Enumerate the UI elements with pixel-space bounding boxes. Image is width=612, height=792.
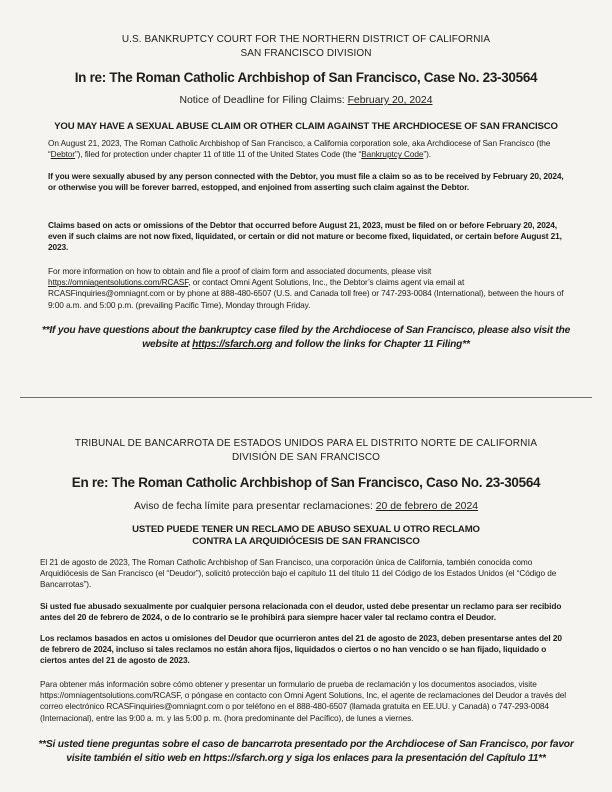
closing-text-b: and follow the links for Chapter 11 Filing** <box>272 338 470 350</box>
notice-heading: YOU MAY HAVE A SEXUAL ABUSE CLAIM OR OTHER CLAIM AGAINST THE ARCHDIOCESE OF SAN FRANCISCO <box>54 121 558 132</box>
sfarch-link[interactable]: https://sfarch.org <box>192 338 273 350</box>
omni-link[interactable]: https://omniagentsolutions.com/RCASF <box>48 277 189 288</box>
court-line-1: U.S. BANKRUPTCY COURT FOR THE NORTHERN DISTRICT OF CALIFORNIA <box>121 34 491 45</box>
paragraph-abuse-claim: If you were sexually abused by any person connected with the Debtor, you must file a claim so as to be received by February 20, 2024, or otherwise you will be forever barred, estopped, and enjoined from asserting such claim against the Debtor. <box>48 171 564 193</box>
paragraph-more-info <box>48 266 568 311</box>
p4-text-a: For more information on how to obtain and file a proof of claim form and associated documents, please visit <box>48 266 432 276</box>
heading-line-2-es: CONTRA LA ARQUIDIÓCESIS DE SAN FRANCISCO <box>192 536 420 547</box>
debtor-term: Debtor <box>50 149 75 160</box>
court-line-2-es: DIVISIÓN DE SAN FRANCISCO <box>231 452 381 463</box>
court-line-2: SAN FRANCISCO DIVISION <box>240 48 372 59</box>
section-divider <box>20 397 592 398</box>
p1-text-b: ”), filed for protection under chapter 11 of title 11 of the United States Code (the “ <box>74 149 362 160</box>
closing-statement <box>40 324 572 351</box>
closing-statement-es: **Si usted tiene preguntas sobre el caso de bancarrota presentado por the Archdiocese of San Francisco, por favor visite también el sitio web en https://sfarch.org y siga los enlaces para la presentación del Capítulo 11** <box>38 739 574 764</box>
paragraph-more-info-es: Para obtener más información sobre cómo obtener y presentar un formulario de prueba de reclamación y los documentos asociados, visite https://omniagentsolutions.com/RCASF, o póngase en contacto con Omni Agent Solutions, Inc, el agente de reclamaciones del Deudor a través del correo electrónico RCASFinquiries@omniagnt.com o por teléfono en el 888-480-6507 (llamada gratuita en EE.UU. y Canadá) o 747-293-0084 (Internacional), entre las 9:00 a. m. y las 5:00 p. m. (hora predominante del Pacífico), de lunes a viernes. <box>40 679 566 723</box>
p1-text-c: ”). <box>423 149 431 160</box>
deadline-date-es: 20 de febrero de 2024 <box>375 501 479 512</box>
p4-text-b: , or contact Omni Agent Solutions, Inc., the Debtor’s claims agent via email at RCASFinquiries@omniagnt.com or by phone at 888-480-6507 (U.S. and Canada toll free) or 747-293-0084 (International), between the hours of 9:00 a.m. and 5:00 p.m. (prevailing Pacific Time), Monday through Friday. <box>48 277 564 310</box>
paragraph-filing-es: El 21 de agosto de 2023, The Roman Catholic Archbishop of San Francisco, una corporación única de California, también conocida como Arquidiócesis de San Francisco (el “Deudor”), solicitó protección bajo el capítulo 11 del título 11 del Código de los Estados Unidos (el “Código de Bancarrotas”). <box>40 557 557 590</box>
court-name <box>0 33 612 61</box>
notice-heading-es <box>0 524 612 548</box>
court-name-es <box>0 437 612 465</box>
deadline-line-es <box>0 501 612 512</box>
deadline-prefix-es: Aviso de fecha límite para presentar reclamaciones: <box>133 501 376 512</box>
closing-text-a: **If you have questions about the bankruptcy case filed by the Archdiocese of San Francisco, please also visit the website at <box>41 325 571 350</box>
court-line-1-es: TRIBUNAL DE BANCARROTA DE ESTADOS UNIDOS PARA EL DISTRITO NORTE DE CALIFORNIA <box>74 438 538 449</box>
paragraph-claims-basis-es: Los reclamos basados en actos u omisiones del Deudor que ocurrieron antes del 21 de agosto de 2023, deben presentarse antes del 20 de febrero de 2024, incluso si tales reclamos no están ahora fijos, liquidados o ciertos o no han vencido o se han fijado, liquidado o ciertos antes del 21 de agosto de 2023. <box>40 633 562 666</box>
paragraph-abuse-claim-es: Si usted fue abusado sexualmente por cualquier persona relacionada con el deudor, usted debe presentar un reclamo para ser recibido antes del 20 de febrero de 2024, o de lo contrario se le prohibirá para siempre hacer valer tal reclamo contra el Deudor. <box>40 601 562 623</box>
heading-line-1-es: USTED PUEDE TENER UN RECLAMO DE ABUSO SEXUAL U OTRO RECLAMO <box>132 524 480 535</box>
paragraph-claims-basis: Claims based on acts or omissions of the Debtor that occurred before August 21, 2023, must be filed on or before February 20, 2024, even if such claims are not now fixed, liquidated, or certain or did not mature or become fixed, liquidated, or certain before August 21, 2023. <box>48 220 562 253</box>
deadline-line <box>0 95 612 106</box>
p1-text-a: On August 21, 2023, The Roman Catholic Archbishop of San Francisco, a California corporation sole, aka Archdiocese of San Francisco (the “ <box>48 138 551 160</box>
case-title-es: En re: The Roman Catholic Archbishop of San Francisco, Caso No. 23-30564 <box>71 475 541 490</box>
deadline-date: February 20, 2024 <box>347 95 433 106</box>
paragraph-filing <box>48 138 568 160</box>
bankruptcy-code-term: Bankruptcy Code <box>361 149 424 160</box>
deadline-prefix: Notice of Deadline for Filing Claims: <box>179 95 348 106</box>
case-title: In re: The Roman Catholic Archbishop of San Francisco, Case No. 23-30564 <box>74 70 538 85</box>
